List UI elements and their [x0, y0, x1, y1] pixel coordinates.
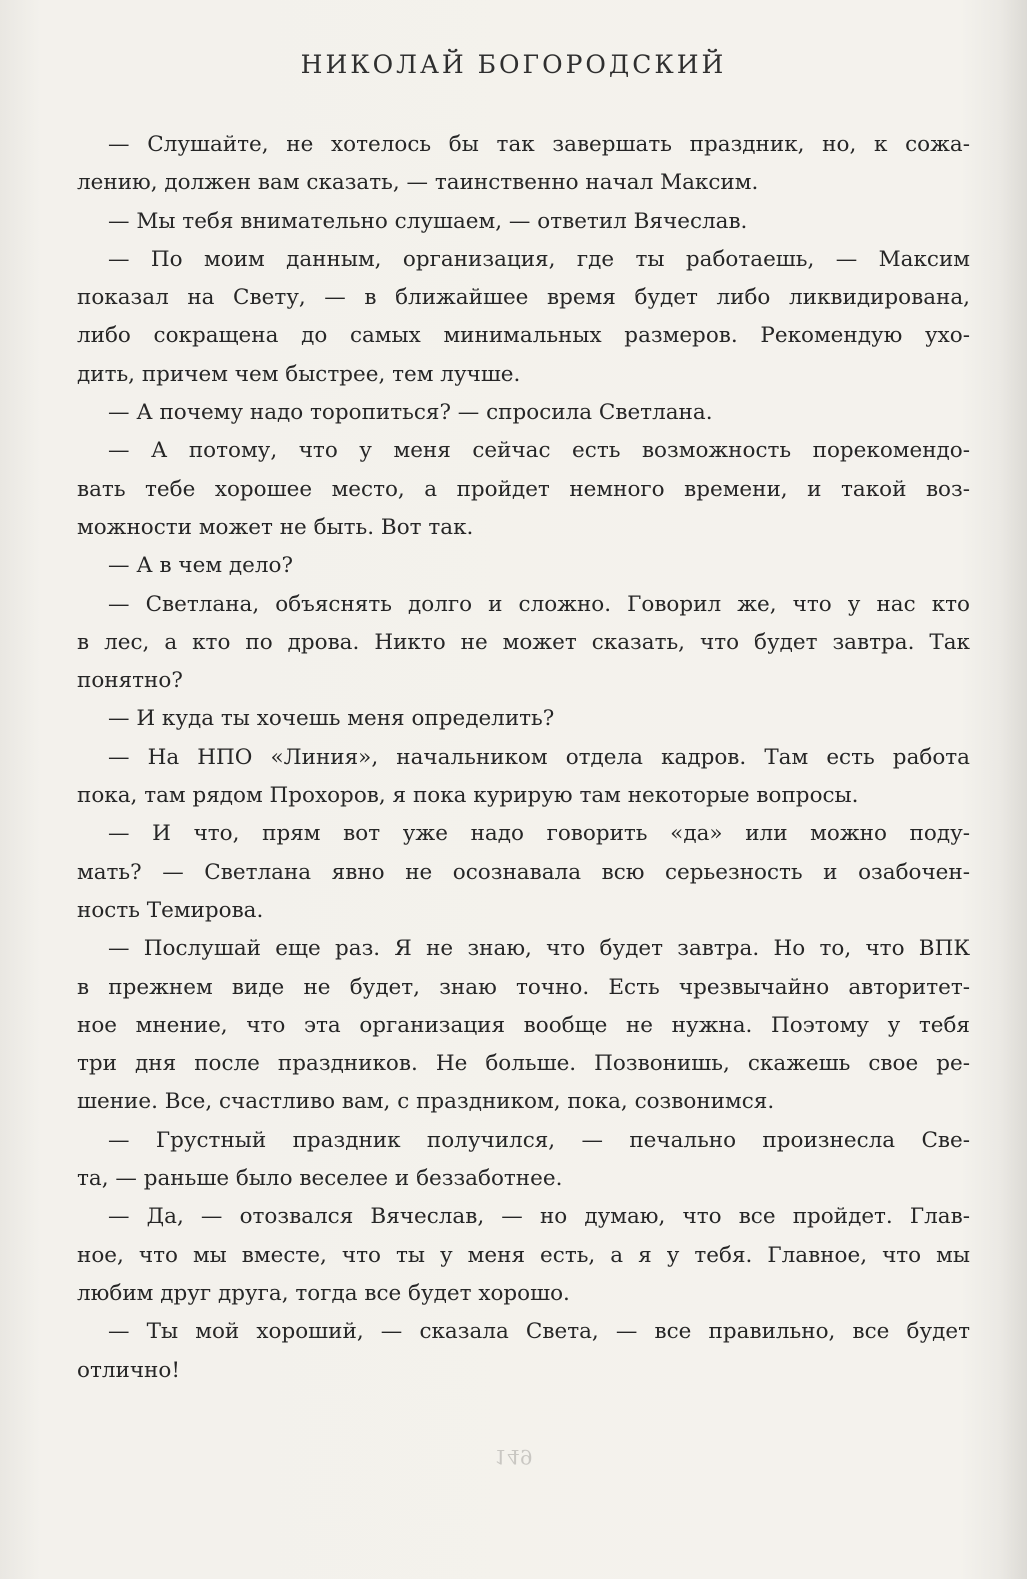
text-line: показал на Свету, — в ближайшее время будет либо ликвидирована, — [77, 285, 970, 311]
text-line: понятно? — [77, 668, 183, 694]
text-line: мать? — Светлана явно не осознавала всю серьезность и озабочен- — [77, 859, 970, 885]
text-line: — Мы тебя внимательно слушаем, — ответил Вячеслав. — [108, 208, 748, 234]
page-number: 149 — [494, 1445, 533, 1469]
text-line: шение. Все, счастливо вам, с праздником, пока, созвонимся. — [77, 1089, 775, 1115]
text-line: вать тебе хорошее место, а пройдет немного времени, и такой воз- — [77, 476, 970, 502]
text-line: можности может не быть. Вот так. — [77, 514, 474, 540]
text-line: ность Темирова. — [77, 897, 264, 923]
text-line: — Светлана, объяснять долго и сложно. Говорил же, что у нас кто — [108, 591, 970, 617]
text-line: — А почему надо торопиться? — спросила Светлана. — [108, 400, 713, 426]
text-line: ное мнение, что эта организация вообще не нужна. Поэтому у тебя — [77, 1012, 970, 1038]
text-line: — Ты мой хороший, — сказала Света, — все правильно, все будет — [108, 1319, 970, 1345]
text-line: — И куда ты хочешь меня определить? — [108, 706, 555, 732]
text-line: — Послушай еще раз. Я не знаю, что будет завтра. Но то, что ВПК — [108, 936, 970, 962]
text-line: любим друг друга, тогда все будет хорошо. — [77, 1280, 570, 1306]
body-text — [77, 126, 970, 1390]
text-line: — Да, — отозвался Вячеслав, — но думаю, что все пройдет. Глав- — [108, 1204, 970, 1230]
text-line: — По моим данным, организация, где ты работаешь, — Максим — [108, 246, 970, 272]
text-line: либо сокращена до самых минимальных размеров. Рекомендую ухо- — [77, 323, 970, 349]
text-line: — Слушайте, не хотелось бы так завершать праздник, но, к сожа- — [108, 132, 970, 157]
text-line: — На НПО «Линия», начальником отдела кадров. Там есть работа — [108, 744, 970, 770]
text-line: ное, что мы вместе, что ты у меня есть, а я у тебя. Главное, что мы — [77, 1242, 970, 1268]
running-head: НИКОЛАЙ БОГОРОДСКИЙ — [300, 50, 727, 79]
text-line: в лес, а кто по дрова. Никто не может сказать, что будет завтра. Так — [77, 629, 970, 655]
text-line: отлично! — [77, 1357, 180, 1383]
text-line: лению, должен вам сказать, — таинственно начал Максим. — [77, 170, 759, 196]
text-line: — И что, прям вот уже надо говорить «да» или можно поду- — [108, 821, 970, 847]
text-line: дить, причем чем быстрее, тем лучше. — [77, 361, 521, 387]
text-line: — А потому, что у меня сейчас есть возможность порекомендо- — [108, 438, 970, 464]
text-line: — Грустный праздник получился, — печально произнесла Све- — [108, 1127, 970, 1153]
text-line: та, — раньше было веселее и беззаботнее. — [77, 1166, 563, 1192]
text-line: в прежнем виде не будет, знаю точно. Есть чрезвычайно авторитет- — [77, 974, 970, 1000]
text-line: пока, там рядом Прохоров, я пока курирую там некоторые вопросы. — [77, 783, 859, 809]
text-line: три дня после праздников. Не больше. Позвонишь, скажешь свое ре- — [77, 1051, 970, 1077]
text-line: — А в чем дело? — [108, 553, 293, 579]
